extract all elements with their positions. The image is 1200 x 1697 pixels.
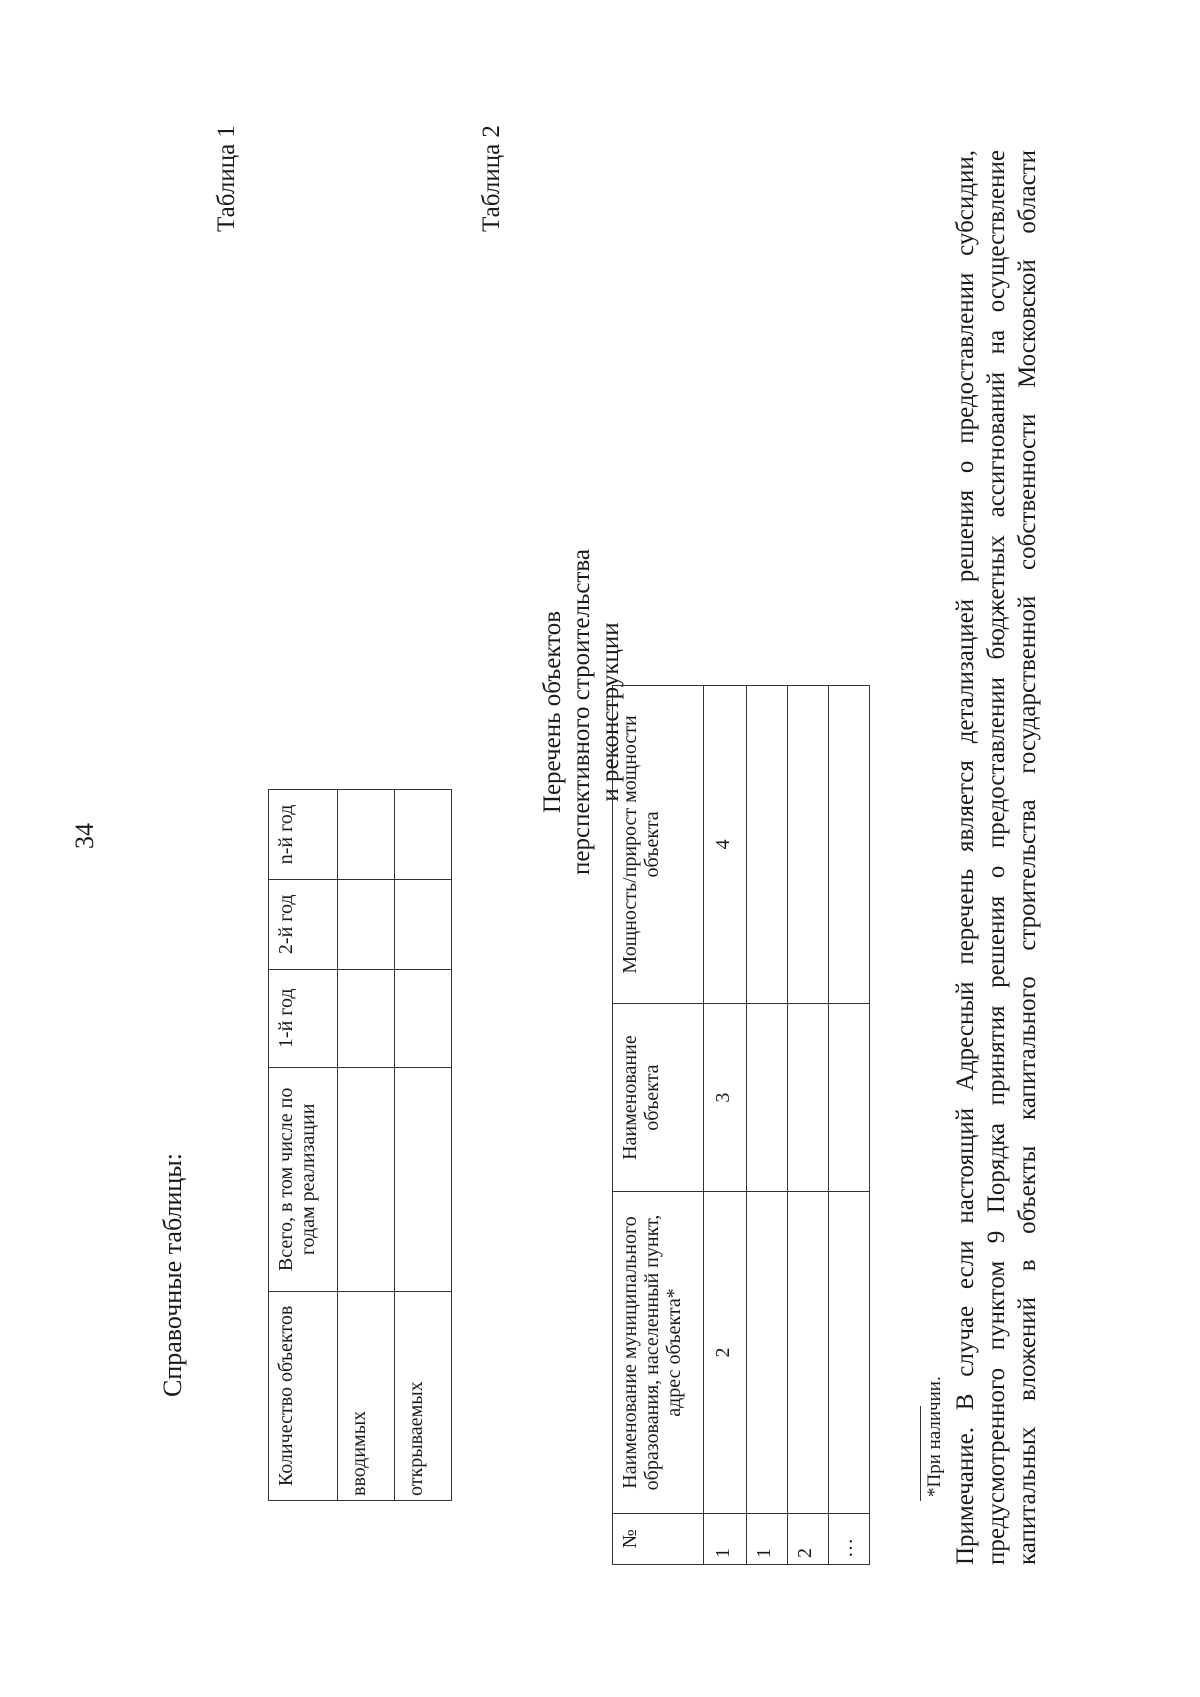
table-cell — [788, 1003, 829, 1192]
table1 — [268, 789, 452, 1501]
table-cell: 3 — [704, 1003, 747, 1192]
table2-header-row — [613, 686, 704, 1565]
table2-number-row — [704, 686, 747, 1565]
table-cell — [395, 1067, 452, 1291]
table1-header-cell: 2-й год — [269, 879, 338, 969]
table1-label: Таблица 1 — [213, 125, 240, 232]
table-cell — [747, 686, 788, 1004]
table-row — [395, 790, 452, 1501]
table1-header-cell: n-й год — [269, 790, 338, 880]
table2-header-cell: Мощность/прирост мощности объекта — [613, 686, 704, 1004]
table-row — [338, 790, 395, 1501]
table-cell: … — [829, 1513, 870, 1564]
table2-title: Перечень объектов перспективного строительства и реконструкции — [539, 549, 624, 875]
table-cell — [395, 879, 452, 969]
page-number: 34 — [70, 823, 99, 849]
table-cell: 1 — [747, 1513, 788, 1564]
table1-header-cell: Всего, в том числе по годам реализации — [269, 1067, 338, 1291]
table1-header-row — [269, 790, 338, 1501]
table-row — [829, 686, 870, 1565]
table-cell — [829, 686, 870, 1004]
table2-header-cell: № — [613, 1513, 704, 1564]
table-cell — [395, 790, 452, 880]
table2 — [612, 685, 870, 1565]
table2-header-cell: Наименование муниципального образования, населенный пункт, адрес объекта* — [613, 1192, 704, 1513]
table1-header-cell: 1-й год — [269, 969, 338, 1067]
table-row — [788, 686, 829, 1565]
table-cell — [338, 969, 395, 1067]
table-cell — [395, 969, 452, 1067]
table-cell — [338, 1067, 395, 1291]
table-cell: 2 — [788, 1513, 829, 1564]
table-cell — [338, 879, 395, 969]
note-paragraph: Примечание. В случае если настоящий Адресный перечень является детализацией решения о предоставлении субсидии, предусмотренного пунктом 9 Порядка принятия решения о предоставлении бюджетных ассигнований на осуществление капитальных вложений в объекты капитального строительства государственной собственности Московской области — [952, 150, 1041, 1565]
footnote: *При наличии. — [924, 1376, 945, 1497]
table-cell: 1 — [704, 1513, 747, 1564]
table-cell: открываемых — [395, 1291, 452, 1500]
footnote-divider — [920, 1406, 921, 1501]
table-cell — [788, 686, 829, 1004]
table-cell: 4 — [704, 686, 747, 1004]
table-cell: 2 — [704, 1192, 747, 1513]
table-cell — [788, 1192, 829, 1513]
table2-label: Таблица 2 — [478, 125, 505, 232]
table-row — [747, 686, 788, 1565]
table-cell — [829, 1003, 870, 1192]
table-cell — [338, 790, 395, 880]
table-cell — [747, 1192, 788, 1513]
table-cell: вводимых — [338, 1291, 395, 1500]
table-cell — [829, 1192, 870, 1513]
table2-header-cell: Наименование объекта — [613, 1003, 704, 1192]
table1-header-cell: Количество объектов — [269, 1291, 338, 1500]
reference-tables-title: Справочные таблицы: — [158, 1152, 187, 1397]
table-cell — [747, 1003, 788, 1192]
